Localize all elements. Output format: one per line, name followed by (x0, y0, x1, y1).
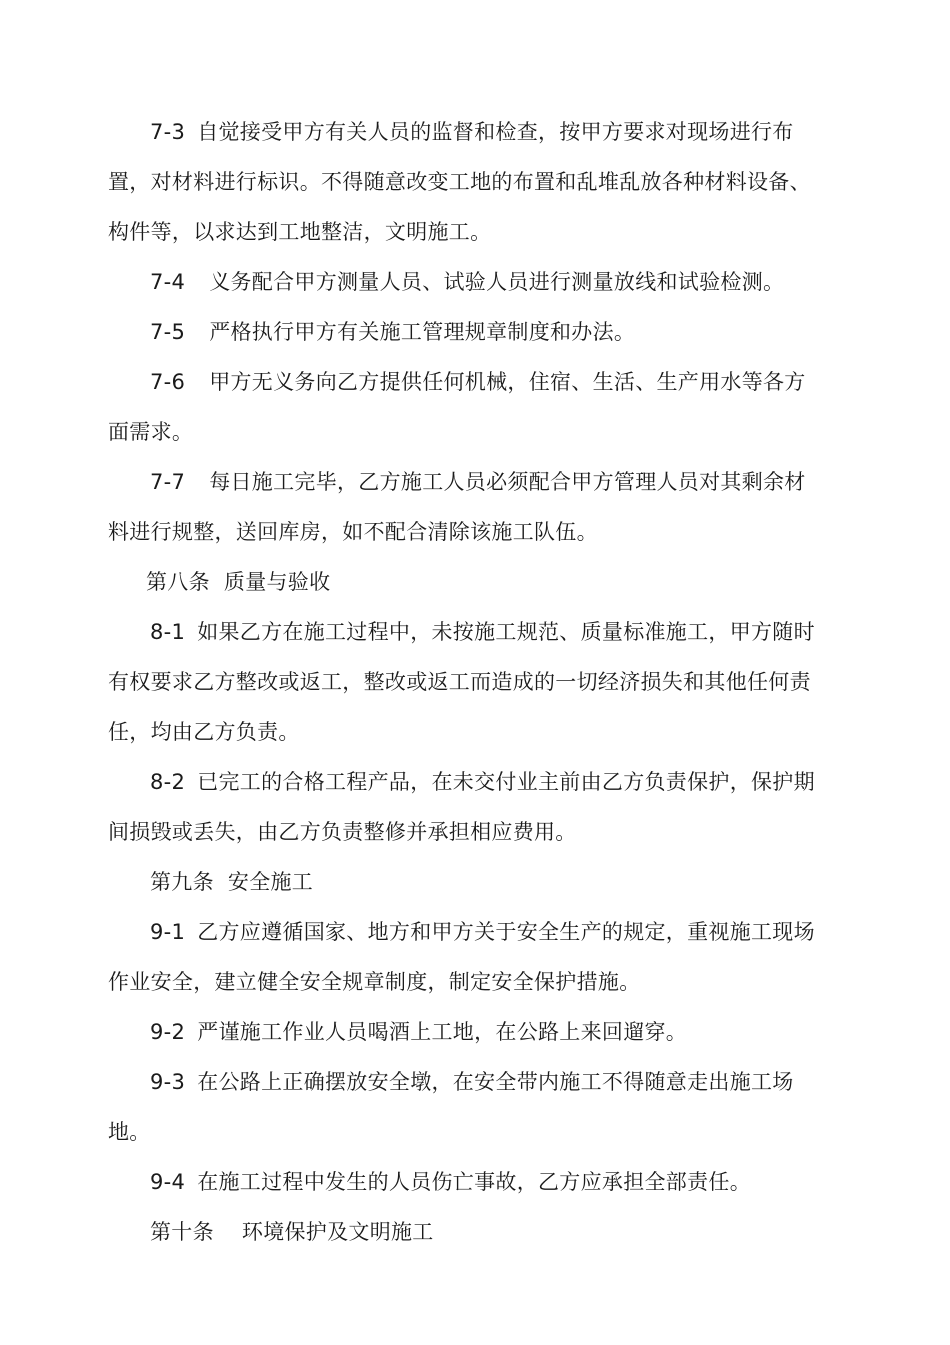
clause-text: 在公路上正确摆放安全墩，在安全带内施工不得随意走出施工场 (197, 1070, 794, 1094)
clause-text: 严谨施工作业人员喝酒上工地，在公路上来回遛穿。 (197, 1020, 688, 1044)
clause-7-3-line-2: 置，对材料进行标识。不得随意改变工地的布置和乱堆乱放各种材料设备、 (108, 170, 811, 194)
clause-number: 9-3 (150, 1070, 186, 1094)
article-10-heading (150, 1218, 434, 1246)
clause-number: 7-6 (150, 370, 186, 394)
clause-text: 严格执行甲方有关施工管理规章制度和办法。 (209, 320, 636, 344)
clause-9-1-line-2: 作业安全，建立健全安全规章制度，制定安全保护措施。 (108, 970, 641, 994)
clause-8-1-line-3: 任，均由乙方负责。 (108, 720, 300, 744)
clause-text: 已完工的合格工程产品，在未交付业主前由乙方负责保护，保护期 (197, 770, 815, 794)
clause-number: 7-7 (150, 470, 186, 494)
article-8-heading (146, 568, 330, 596)
clause-8-1-line-2: 有权要求乙方整改或返工，整改或返工而造成的一切经济损失和其他任何责 (108, 670, 811, 694)
clause-number: 7-5 (150, 320, 186, 344)
clause-9-3-line-2: 地。 (108, 1120, 151, 1144)
clause-text: 在施工过程中发生的人员伤亡事故，乙方应承担全部责任。 (197, 1170, 752, 1194)
clause-text: 如果乙方在施工过程中，未按施工规范、质量标准施工，甲方随时 (197, 620, 815, 644)
clause-7-6-line-2: 面需求。 (108, 420, 194, 444)
clause-number: 8-2 (150, 770, 186, 794)
clause-number: 9-2 (150, 1020, 186, 1044)
clause-9-3-line-1 (150, 1068, 794, 1096)
article-title: 环境保护及文明施工 (241, 1220, 434, 1244)
article-title: 安全施工 (227, 870, 314, 894)
clause-text: 每日施工完毕，乙方施工人员必须配合甲方管理人员对其剩余材 (209, 470, 806, 494)
clause-7-4 (150, 268, 784, 296)
clause-7-5 (150, 318, 635, 346)
clause-text: 乙方应遵循国家、地方和甲方关于安全生产的规定，重视施工现场 (197, 920, 815, 944)
clause-9-1-line-1 (150, 918, 815, 946)
article-number: 第八条 (146, 570, 210, 594)
clause-text: 义务配合甲方测量人员、试验人员进行测量放线和试验检测。 (209, 270, 785, 294)
clause-9-4 (150, 1168, 751, 1196)
article-number: 第九条 (150, 870, 214, 894)
clause-8-1-line-1 (150, 618, 815, 646)
article-9-heading (150, 868, 313, 896)
clause-8-2-line-2: 间损毁或丢失，由乙方负责整修并承担相应费用。 (108, 820, 577, 844)
clause-9-2 (150, 1018, 687, 1046)
clause-8-2-line-1 (150, 768, 815, 796)
clause-7-7-line-2: 料进行规整，送回库房，如不配合清除该施工队伍。 (108, 520, 598, 544)
clause-text: 自觉接受甲方有关人员的监督和检查，按甲方要求对现场进行布 (197, 120, 794, 144)
clause-7-3-line-1 (150, 118, 794, 146)
clause-number: 7-4 (150, 270, 186, 294)
clause-number: 9-1 (150, 920, 186, 944)
clause-7-3-line-3: 构件等，以求达到工地整洁，文明施工。 (108, 220, 492, 244)
article-title: 质量与验收 (223, 570, 331, 594)
clause-text: 甲方无义务向乙方提供任何机械，住宿、生活、生产用水等各方 (209, 370, 806, 394)
clause-7-7-line-1 (150, 468, 806, 496)
clause-number: 8-1 (150, 620, 186, 644)
article-number: 第十条 (150, 1220, 214, 1244)
clause-number: 7-3 (150, 120, 186, 144)
clause-7-6-line-1 (150, 368, 806, 396)
clause-number: 9-4 (150, 1170, 186, 1194)
